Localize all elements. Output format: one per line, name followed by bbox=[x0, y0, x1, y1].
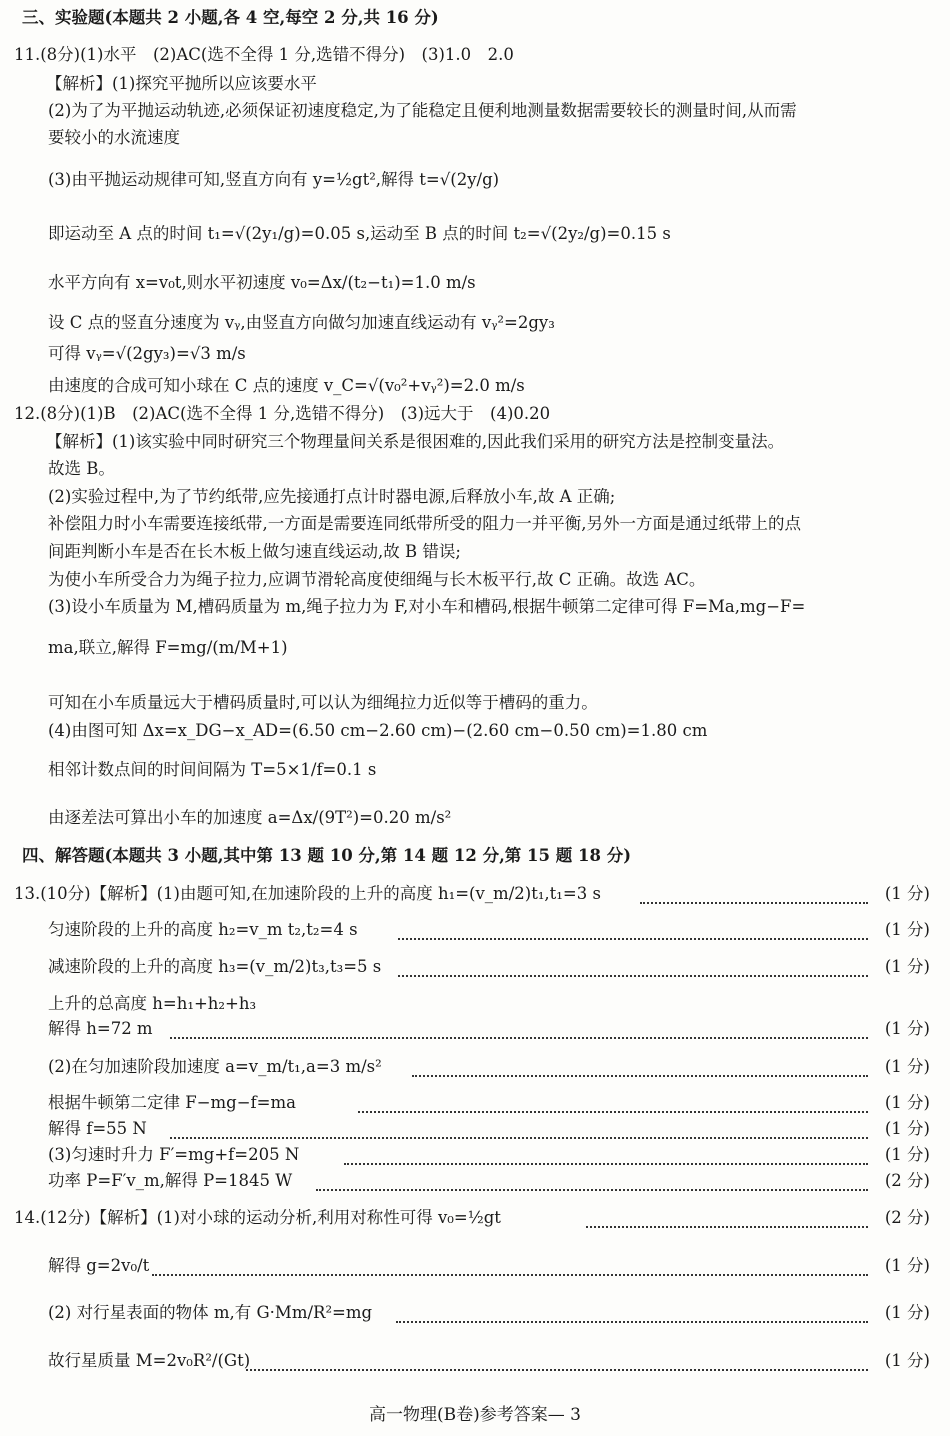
q12-analysis-line: 为使小车所受合力为绳子拉力,应调节滑轮高度使细绳与长木板平行,故 C 正确。故选 AC。 bbox=[48, 570, 706, 589]
q13-line: 上升的总高度 h=h₁+h₂+h₃ bbox=[48, 994, 257, 1013]
score-label: (1 分) bbox=[884, 1303, 930, 1322]
score-label: (1 分) bbox=[884, 957, 930, 976]
q13-line: 解得 h=72 m bbox=[48, 1019, 153, 1038]
leader-dots bbox=[316, 1189, 868, 1191]
leader-dots bbox=[398, 938, 868, 940]
score-label: (1 分) bbox=[884, 884, 930, 903]
q12-analysis-line: (2)实验过程中,为了节约纸带,应先接通打点计时器电源,后释放小车,故 A 正确; bbox=[48, 487, 616, 506]
q12-analysis-line: 可知在小车质量远大于槽码质量时,可以认为细绳拉力近似等于槽码的重力。 bbox=[48, 693, 598, 712]
leader-dots bbox=[586, 1226, 868, 1228]
leader-dots bbox=[412, 1075, 868, 1077]
q12-analysis-line: 由逐差法可算出小车的加速度 a=Δx/(9T²)=0.20 m/s² bbox=[48, 808, 452, 827]
q14-line: 故行星质量 M=2v₀R²/(Gt) bbox=[48, 1351, 251, 1370]
q14-line: (2) 对行星表面的物体 m,有 G·Mm/R²=mg bbox=[48, 1303, 373, 1322]
leader-dots bbox=[170, 1137, 868, 1139]
q12-analysis-line: 故选 B。 bbox=[48, 459, 115, 478]
leader-dots bbox=[640, 902, 868, 904]
q11-analysis-line: 设 C 点的竖直分速度为 vᵧ,由竖直方向做匀加速直线运动有 vᵧ²=2gy₃ bbox=[48, 313, 555, 332]
score-label: (1 分) bbox=[884, 1093, 930, 1112]
q13-line: 功率 P=F′v_m,解得 P=1845 W bbox=[48, 1171, 293, 1190]
q14-line: 解得 g=2v₀/t bbox=[48, 1256, 150, 1275]
q12-analysis-line: 间距判断小车是否在长木板上做匀速直线运动,故 B 错误; bbox=[48, 542, 461, 561]
q13-line: 13.(10分)【解析】(1)由题可知,在加速阶段的上升的高度 h₁=(v_m/2)t₁,t₁=3 s bbox=[14, 884, 601, 903]
leader-dots bbox=[358, 1111, 868, 1113]
q11-answer: 11.(8分)(1)水平 (2)AC(选不全得 1 分,选错不得分) (3)1.0 2.0 bbox=[14, 45, 514, 64]
q12-analysis-line: 【解析】(1)该实验中同时研究三个物理量间关系是很困难的,因此我们采用的研究方法是控制变量法。 bbox=[46, 432, 785, 451]
q14-line: 14.(12分)【解析】(1)对小球的运动分析,利用对称性可得 v₀=½gt bbox=[14, 1208, 501, 1227]
q11-analysis-line: 水平方向有 x=v₀t,则水平初速度 v₀=Δx/(t₂−t₁)=1.0 m/s bbox=[48, 273, 476, 292]
q12-analysis-line: (4)由图可知 Δx=x_DG−x_AD=(6.50 cm−2.60 cm)−(2.60 cm−0.50 cm)=1.80 cm bbox=[48, 721, 708, 740]
score-label: (1 分) bbox=[884, 1119, 930, 1138]
q11-analysis-line: (2)为了为平抛运动轨迹,必须保证初速度稳定,为了能稳定且便利地测量数据需要较长的测量时间,从而需 bbox=[48, 101, 797, 120]
leader-dots bbox=[396, 1321, 868, 1323]
score-label: (1 分) bbox=[884, 1057, 930, 1076]
q11-analysis-line: (3)由平抛运动规律可知,竖直方向有 y=½gt²,解得 t=√(2y/g) bbox=[48, 170, 500, 189]
q13-line: 解得 f=55 N bbox=[48, 1119, 147, 1138]
leader-dots bbox=[398, 975, 868, 977]
q11-analysis-line: 可得 vᵧ=√(2gy₃)=√3 m/s bbox=[48, 344, 246, 363]
score-label: (1 分) bbox=[884, 1256, 930, 1275]
score-label: (2 分) bbox=[884, 1171, 930, 1190]
q12-analysis-line: 补偿阻力时小车需要连接纸带,一方面是需要连同纸带所受的阻力一并平衡,另外一方面是通过纸带上的点 bbox=[48, 514, 801, 533]
section-3-heading: 三、实验题(本题共 2 小题,各 4 空,每空 2 分,共 16 分) bbox=[22, 8, 439, 27]
q11-analysis-line: 【解析】(1)探究平抛所以应该要水平 bbox=[46, 74, 317, 93]
q13-line: 匀速阶段的上升的高度 h₂=v_m t₂,t₂=4 s bbox=[48, 920, 358, 939]
q13-line: (3)匀速时升力 F′=mg+f=205 N bbox=[48, 1145, 300, 1164]
score-label: (1 分) bbox=[884, 920, 930, 939]
q12-analysis-line: 相邻计数点间的时间间隔为 T=5×1/f=0.1 s bbox=[48, 760, 377, 779]
q11-analysis-line: 由速度的合成可知小球在 C 点的速度 v_C=√(v₀²+vᵧ²)=2.0 m/s bbox=[48, 376, 525, 395]
q12-analysis-line: (3)设小车质量为 M,槽码质量为 m,绳子拉力为 F,对小车和槽码,根据牛顿第二定律可得 F=Ma,mg−F= bbox=[48, 597, 806, 616]
score-label: (2 分) bbox=[884, 1208, 930, 1227]
score-label: (1 分) bbox=[884, 1351, 930, 1370]
page-footer: 高一物理(B卷)参考答案— 3 bbox=[369, 1405, 581, 1425]
q11-analysis-line: 要较小的水流速度 bbox=[48, 128, 180, 147]
q11-analysis-line: 即运动至 A 点的时间 t₁=√(2y₁/g)=0.05 s,运动至 B 点的时间 t₂=√(2y₂/g)=0.15 s bbox=[48, 224, 671, 243]
q13-line: 减速阶段的上升的高度 h₃=(v_m/2)t₃,t₃=5 s bbox=[48, 957, 382, 976]
q13-line: (2)在匀加速阶段加速度 a=v_m/t₁,a=3 m/s² bbox=[48, 1057, 382, 1076]
q12-answer: 12.(8分)(1)B (2)AC(选不全得 1 分,选错不得分) (3)远大于 (4)0.20 bbox=[14, 404, 551, 423]
section-4-heading: 四、解答题(本题共 3 小题,其中第 13 题 10 分,第 14 题 12 分,第 15 题 18 分) bbox=[22, 846, 632, 865]
leader-dots bbox=[344, 1163, 868, 1165]
leader-dots bbox=[246, 1369, 868, 1371]
score-label: (1 分) bbox=[884, 1145, 930, 1164]
q12-analysis-line: ma,联立,解得 F=mg/(m/M+1) bbox=[48, 638, 288, 657]
leader-dots bbox=[152, 1274, 868, 1276]
q13-line: 根据牛顿第二定律 F−mg−f=ma bbox=[48, 1093, 296, 1112]
score-label: (1 分) bbox=[884, 1019, 930, 1038]
leader-dots bbox=[170, 1037, 868, 1039]
